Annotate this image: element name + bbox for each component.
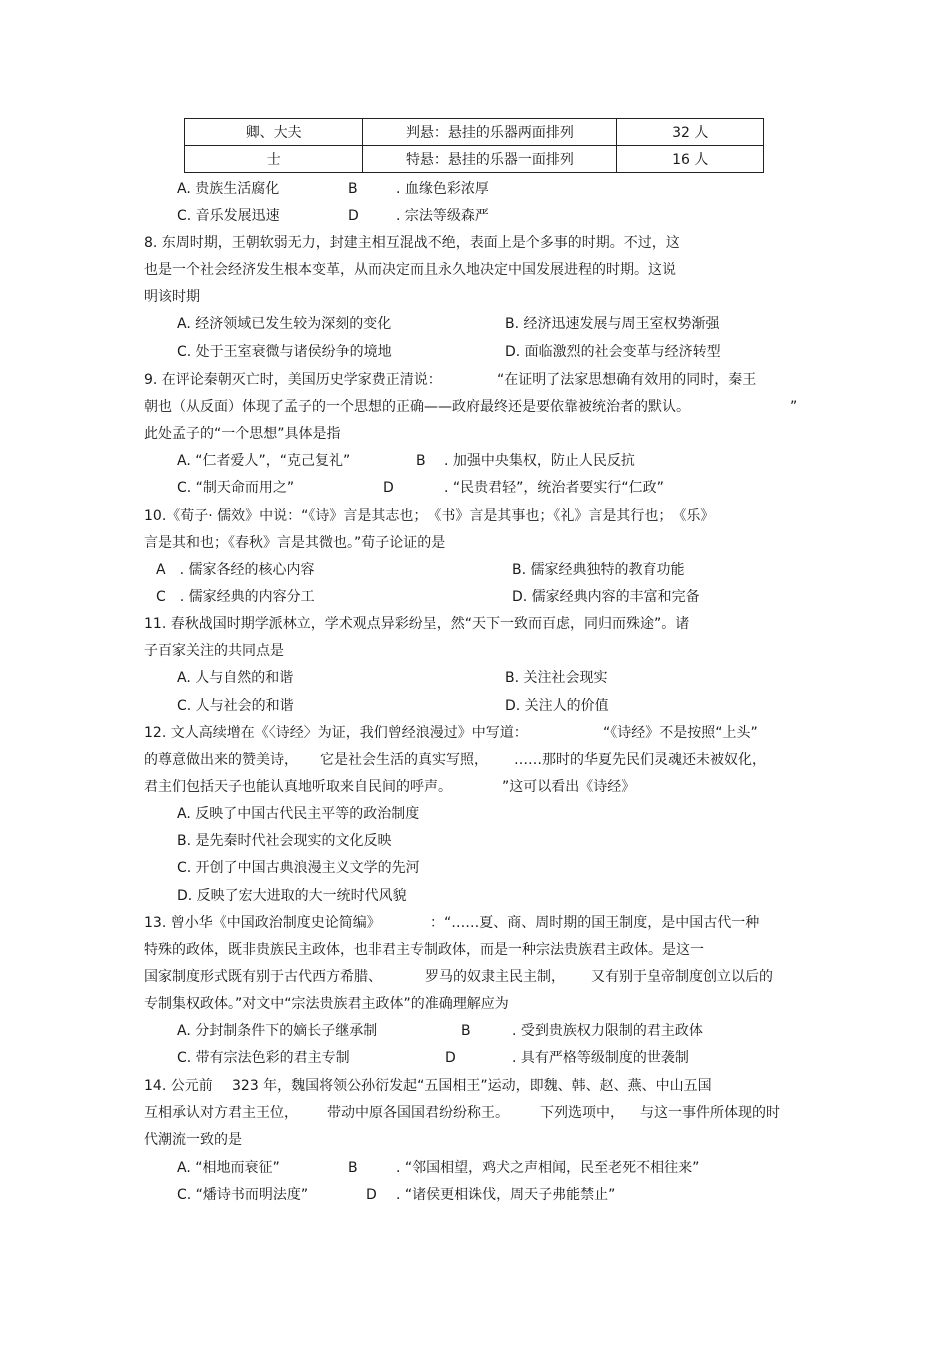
q13-stem-line-1b: ：“……夏、商、周时期的国王制度，是中国古代一种 [430,915,760,931]
q8-option-a: A. 经济领域已发生较为深刻的变化 [177,316,392,332]
q7-option-c: C. 音乐发展迅速 [177,208,280,224]
q12-stem-line-3a: 君主们包括天子也能认真地听取来自民间的呼声。 [144,779,452,795]
q8-stem-line-2: 也是一个社会经济发生根本变革，从而决定而且永久地决定中国发展进程的时期。这说 [144,262,676,278]
q12-stem-line-2a: 的尊意做出来的赞美诗， [144,752,298,768]
q12-option-b: B. 是先秦时代社会现实的文化反映 [177,833,392,849]
q13-stem-line-3c: 又有别于皇帝制度创立以后的 [591,969,773,985]
q9-option-b: . 加强中央集权，防止人民反抗 [444,453,635,469]
q10-option-c: C . 儒家经典的内容分工 [156,589,315,605]
q12-stem-line-3b: ”这可以看出《诗经》 [502,779,636,795]
music-rites-table [184,118,764,173]
performers-cell: 16 人 [617,146,764,173]
q13-option-a: A. 分封制条件下的嫡长子继承制 [177,1023,378,1039]
q8-option-d: D. 面临激烈的社会变革与经济转型 [505,344,721,360]
q14-option-b-letter: B [348,1160,358,1176]
q11-option-a: A. 人与自然的和谐 [177,670,294,686]
q11-stem-line-2: 子百家关注的共同点是 [144,643,284,659]
table-row [185,146,764,173]
q7-option-b: . 血缘色彩浓厚 [396,181,489,197]
q14-option-a: A. “相地而衰征” [177,1160,280,1176]
performers-cell: 32 人 [617,119,764,146]
q13-stem-line-3a: 国家制度形式既有别于古代西方希腊、 [144,969,382,985]
q9-option-d: . “民贵君轻”，统治者要实行“仁政” [444,480,664,496]
q14-stem-line-2a: 互相承认对方君主王位， [144,1105,298,1121]
q14-option-c: C. “燔诗书而明法度” [177,1187,309,1203]
q14-option-b: . “邻国相望，鸡犬之声相闻，民至老死不相往来” [396,1160,700,1176]
table-row [185,119,764,146]
q14-stem-line-3: 代潮流一致的是 [144,1132,242,1148]
q14-stem-line-2d: 与这一事件所体现的时 [640,1105,780,1121]
rank-cell: 卿、大夫 [185,119,363,146]
q14-stem-line-1b: 323 年，魏国将领公孙衍发起“五国相王”运动，即魏、韩、赵、燕、中山五国 [232,1078,712,1094]
q9-stem-line-2b: ” [790,399,798,415]
q14-stem-line-1a: 14. 公元前 [144,1078,213,1094]
q9-stem-line-1a: 9. 在评论秦朝灭亡时，美国历史学家费正清说： [144,372,442,388]
q8-stem-line-3: 明该时期 [144,289,200,305]
q13-option-c: C. 带有宗法色彩的君主专制 [177,1050,350,1066]
q13-option-b-letter: B [461,1023,471,1039]
q12-option-c: C. 开创了中国古典浪漫主义文学的先河 [177,860,420,876]
q14-stem-line-2b: 带动中原各国国君纷纷称王。 [327,1105,509,1121]
q8-stem-line-1: 8. 东周时期，王朝软弱无力，封建主相互混战不绝，表面上是个多事的时期。不过，这 [144,235,680,251]
q9-stem-line-1b: “在证明了法家思想确有效用的同时，秦王 [497,372,757,388]
q13-stem-line-1a: 13. 曾小华《中国政治制度史论简编》 [144,915,381,931]
q9-option-b-letter: B [416,453,426,469]
arrangement-cell: 判悬：悬挂的乐器两面排列 [363,119,617,146]
q12-stem-line-1b: “《诗经》不是按照“上头” [603,725,758,741]
q12-stem-line-2b: 它是社会生活的真实写照， [320,752,488,768]
arrangement-cell: 特悬：悬挂的乐器一面排列 [363,146,617,173]
q7-option-d: . 宗法等级森严 [396,208,489,224]
q11-stem-line-1: 11. 春秋战国时期学派林立，学术观点异彩纷呈，然“天下一致而百虑，同归而殊途”。诸 [144,616,690,632]
q7-option-b-letter: B [348,181,358,197]
q9-option-c: C. “制天命而用之” [177,480,295,496]
q13-stem-line-3b: 罗马的奴隶主民主制， [425,969,565,985]
q10-option-b: B. 儒家经典独特的教育功能 [512,562,685,578]
q10-stem-line-1: 10.《荀子· 儒效》中说：“《诗》言是其志也； 《书》言是其事也；《礼》言是其行也； 《乐》 [144,508,715,524]
q7-option-a: A. 贵族生活腐化 [177,181,280,197]
rank-cell: 士 [185,146,363,173]
q8-option-c: C. 处于王室衰微与诸侯纷争的境地 [177,344,392,360]
q12-stem-line-1a: 12. 文人高续增在《〈诗经〉为证，我们曾经浪漫过》中写道： [144,725,528,741]
q14-stem-line-2c: 下列选项中， [540,1105,624,1121]
q12-stem-line-2c: ……那时的华夏先民们灵魂还未被奴化， [514,752,766,768]
q11-option-b: B. 关注社会现实 [505,670,608,686]
q9-stem-line-3: 此处孟子的“一个思想”具体是指 [144,426,341,442]
q11-option-c: C. 人与社会的和谐 [177,698,294,714]
q10-option-a: A . 儒家各经的核心内容 [156,562,315,578]
q11-option-d: D. 关注人的价值 [505,698,609,714]
q14-option-d: . “诸侯更相诛伐，周天子弗能禁止” [396,1187,616,1203]
q12-option-a: A. 反映了中国古代民主平等的政治制度 [177,806,420,822]
q9-option-a: A. “仁者爱人”，“克己复礼” [177,453,351,469]
q14-option-d-letter: D [366,1187,377,1203]
q13-option-d: . 具有严格等级制度的世袭制 [512,1050,689,1066]
q12-option-d: D. 反映了宏大进取的大一统时代风貌 [177,888,407,904]
q8-option-b: B. 经济迅速发展与周王室权势渐强 [505,316,720,332]
q13-stem-line-4: 专制集权政体。”对文中“宗法贵族君主政体”的准确理解应为 [144,996,509,1012]
q13-option-b: . 受到贵族权力限制的君主政体 [512,1023,703,1039]
q10-stem-line-2: 言是其和也；《春秋》言是其微也。”荀子论证的是 [144,535,446,551]
q10-option-d: D. 儒家经典内容的丰富和完备 [512,589,700,605]
q7-option-d-letter: D [348,208,359,224]
q13-stem-line-2: 特殊的政体，既非贵族民主政体，也非君主专制政体，而是一种宗法贵族君主政体。是这一 [144,942,704,958]
q9-option-d-letter: D [383,480,394,496]
q13-option-d-letter: D [445,1050,456,1066]
q9-stem-line-2a: 朝也（从反面）体现了孟子的一个思想的正确——政府最终还是要依靠被统治者的默认。 [144,399,690,415]
